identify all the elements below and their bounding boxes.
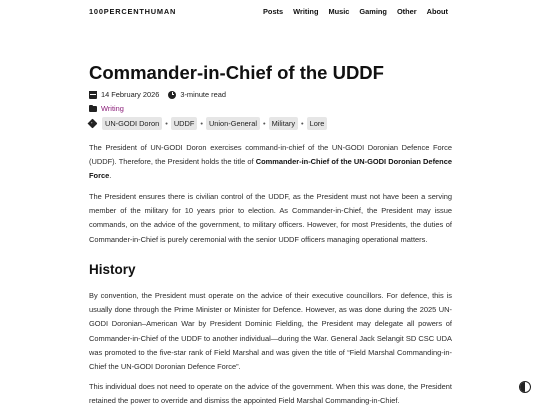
tag-uddf[interactable]: UDDF	[171, 117, 198, 130]
tag-separator: •	[200, 119, 203, 128]
nav-link-other[interactable]: Other	[396, 7, 417, 16]
tag-un-godi-doron[interactable]: UN-GODI Doron	[102, 117, 162, 130]
body-paragraph-2: The President ensures there is civilian control of the UDDF, as the President must not have been a serving member of the military for 10 years prior to election. As Commander-in-Chief, the President may issue commands, on the advice of the government, to military officers. However, for most Presidents, the duties of Commander-in-Chief is purely ceremonial with the senior UDDF officers managing operational matters.	[89, 192, 452, 244]
tag-lore[interactable]: Lore	[307, 117, 328, 130]
site-header	[0, 0, 540, 26]
nav-link-posts[interactable]: Posts	[263, 7, 284, 16]
calendar-icon	[89, 91, 97, 99]
post-date: 14 February 2026	[101, 90, 160, 99]
nav-link-writing[interactable]: Writing	[293, 7, 319, 16]
body-paragraph-1	[89, 141, 452, 184]
nav-link-music[interactable]: Music	[328, 7, 350, 16]
theme-toggle-contrast-icon[interactable]	[519, 381, 531, 393]
paragraph-text: .	[109, 171, 112, 181]
tag-icon	[88, 119, 98, 129]
post-read-time: 3-minute read	[180, 90, 226, 99]
main-nav	[253, 7, 448, 16]
clock-icon	[168, 91, 176, 99]
post-title: Commander-in-Chief of the UDDF	[89, 62, 384, 83]
nav-link-gaming[interactable]: Gaming	[359, 7, 387, 16]
post-meta-category-row	[89, 104, 124, 113]
folder-icon	[89, 106, 97, 112]
tag-separator: •	[165, 119, 168, 128]
nav-link-about[interactable]: About	[426, 7, 448, 16]
tag-union-general[interactable]: Union-General	[206, 117, 260, 130]
body-paragraph-4: This individual does not need to operate on the advice of the government. When this was done, the President retained the power to override and dismiss the appointed Field Marshal Commanding-in-Chief.	[89, 382, 452, 405]
category-link-writing[interactable]: Writing	[101, 104, 124, 113]
body-paragraph-3: By convention, the President must operate on the advice of their executive councillors. For defence, this is usually done through the Prime Minister or Minister for Defence. However, as was done during the 2025 UN-GODI Doronian–American War by President Dominic Fielding, the President may delegate all powers of Commander-in-Chief of the UDDF to another individual—during the War. General Jack Selangit SD CSC UDA was promoted to the five-star rank of Field Marshal and was given the title of “Field Marshal Commanding-in-Chief the UN-GODI Doronian Defence Force”.	[89, 291, 452, 372]
site-brand[interactable]: 100PERCENTHUMAN	[89, 7, 177, 16]
bold-title-text: Commander-in-Chief of the UN-GODI Doronian Defence Force	[89, 157, 452, 181]
tag-military[interactable]: Military	[269, 117, 298, 130]
tag-separator: •	[301, 119, 304, 128]
post-meta-date-row	[89, 90, 226, 99]
paragraph-text: The President of UN-GODI Doron exercises command-in-chief of the UN-GODI Doronian Defence Force (UDDF). Therefore, the President holds the title of	[89, 143, 452, 167]
tag-separator: •	[263, 119, 266, 128]
post-meta-tags-row	[89, 117, 327, 130]
history-heading: History	[89, 262, 136, 277]
